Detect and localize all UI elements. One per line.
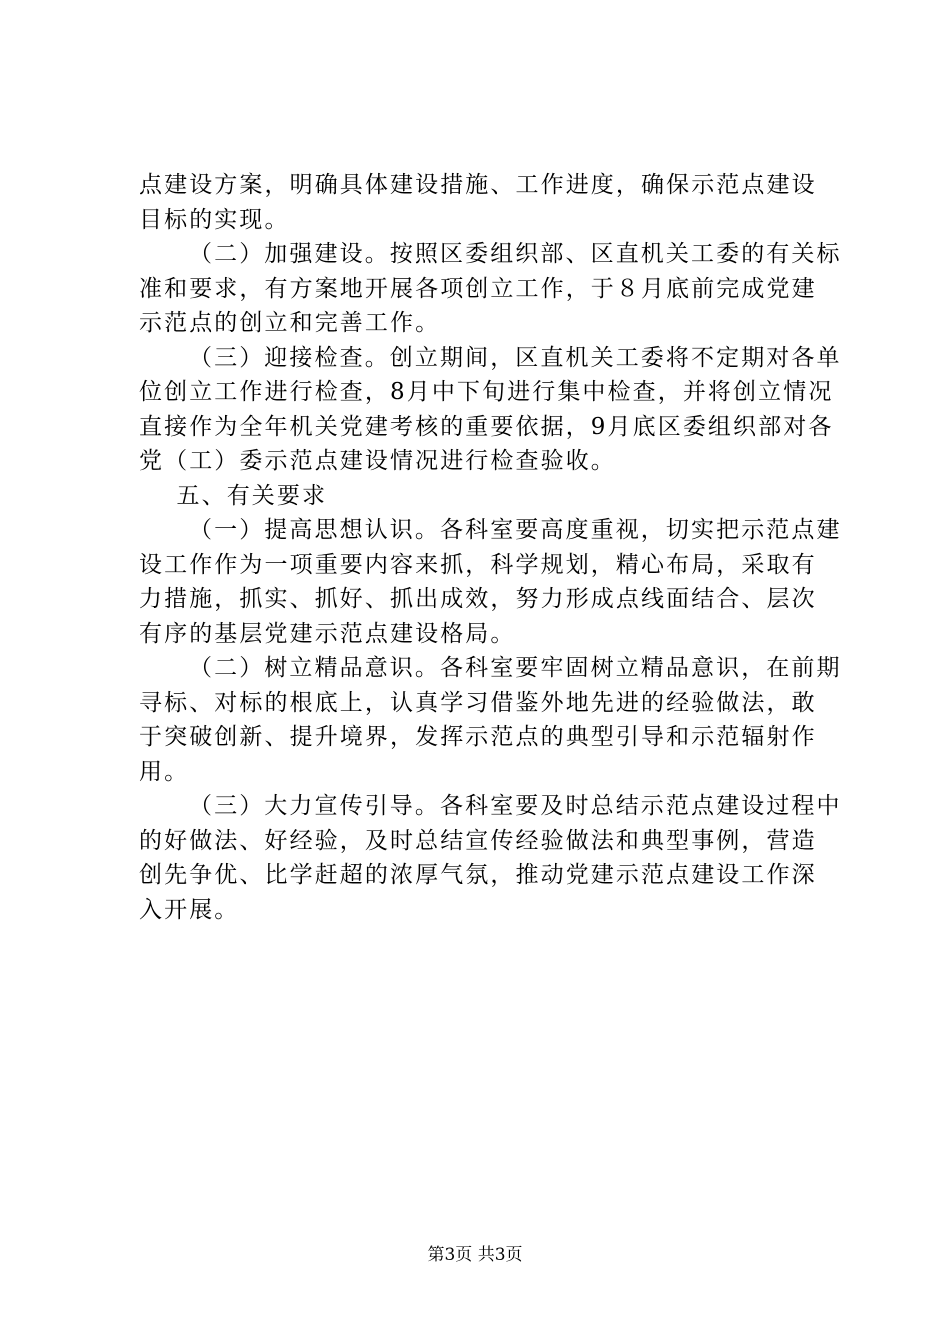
text-line: 准和要求，有方案地开展各项创立工作，于８月底前完成党建 (139, 275, 817, 302)
text-line: 的好做法、好经验，及时总结宣传经验做法和典型事例，营造 (139, 827, 817, 854)
text-line: 位创立工作进行检查，8月中下旬进行集中检查，并将创立情况 (139, 379, 834, 405)
text-line: 于突破创新、提升境界，发挥示范点的典型引导和示范辐射作 (139, 724, 817, 750)
text-line: 有序的基层党建示范点建设格局。 (139, 620, 516, 647)
text-line: （二）树立精品意识。各科室要牢固树立精品意识，在前期 (189, 655, 842, 681)
text-line: 党（工）委示范点建设情况进行检查验收。 (139, 448, 616, 474)
text-line: 用。 (139, 758, 190, 785)
text-line: 点建设方案，明确具体建设措施、工作进度，确保示范点建设 (139, 172, 817, 198)
document-body (139, 168, 842, 927)
text-line: （三）迎接检查。创立期间，区直机关工委将不定期对各单 (189, 344, 842, 371)
text-line: 设工作作为一项重要内容来抓，科学规划，精心布局，采取有 (139, 551, 817, 578)
text-line: 示范点的创立和完善工作。 (139, 310, 441, 336)
text-line: （三）大力宣传引导。各科室要及时总结示范点建设过程中 (189, 793, 842, 819)
text-line: 入开展。 (139, 896, 240, 923)
text-line: 直接作为全年机关党建考核的重要依据，9月底区委组织部对各 (139, 413, 834, 440)
text-line: （一）提高思想认识。各科室要高度重视，切实把示范点建 (189, 517, 842, 543)
text-line: （二）加强建设。按照区委组织部、区直机关工委的有关标 (189, 241, 842, 267)
text-line: 五、有关要求 (176, 482, 328, 509)
page-number: 第3页 共3页 (427, 1245, 523, 1265)
text-line: 目标的实现。 (139, 206, 290, 233)
text-line: 力措施，抓实、抓好、抓出成效，努力形成点线面结合、层次 (139, 586, 817, 612)
text-line: 创先争优、比学赶超的浓厚气氛，推动党建示范点建设工作深 (139, 862, 817, 888)
text-line: 寻标、对标的根底上，认真学习借鉴外地先进的经验做法，敢 (139, 689, 817, 716)
page-footer (0, 1245, 950, 1265)
